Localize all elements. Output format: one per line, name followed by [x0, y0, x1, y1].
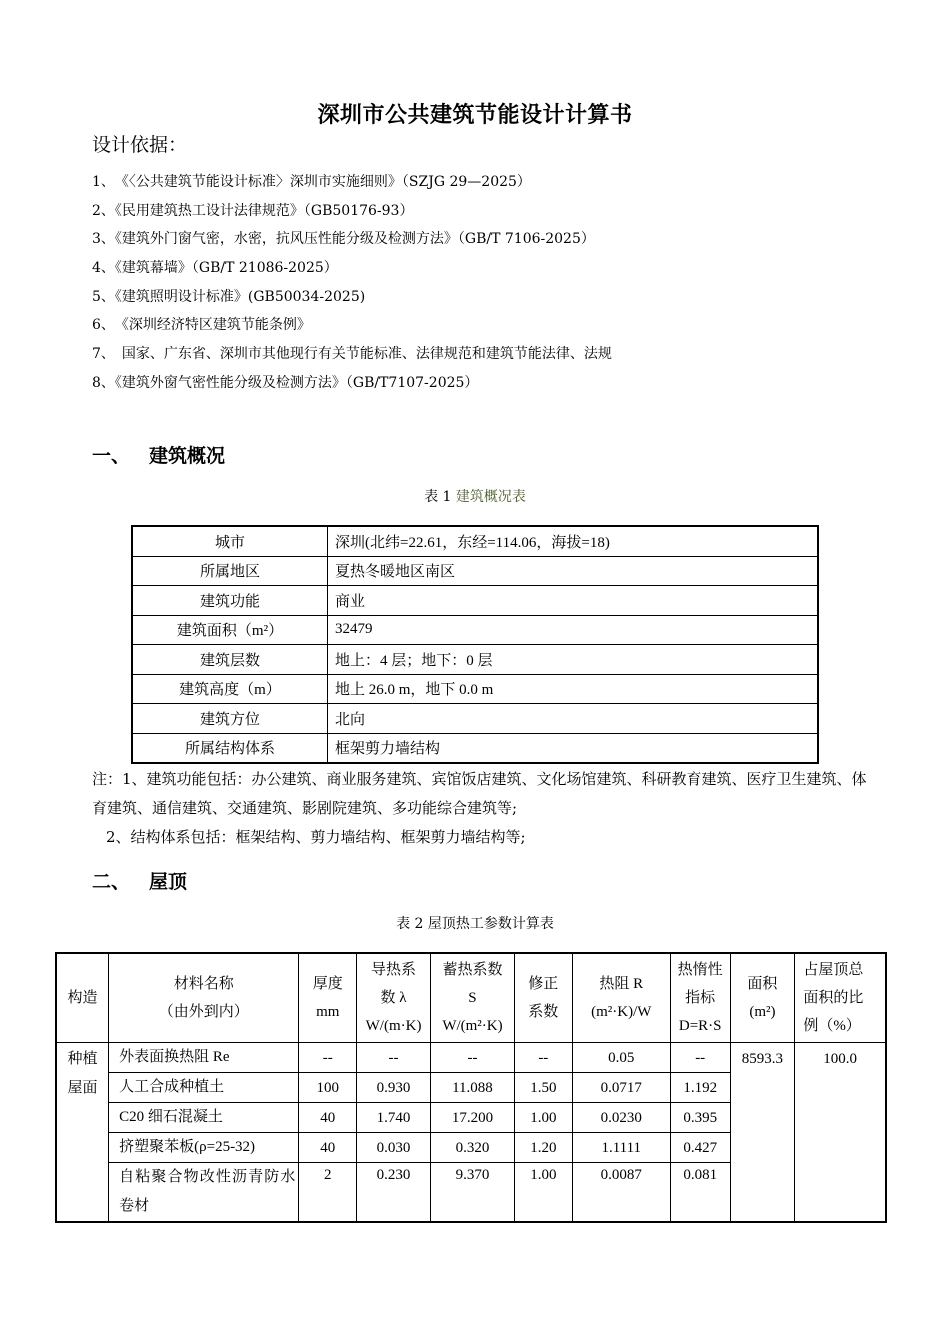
conductivity-cell: 0.030	[357, 1133, 431, 1163]
table-row	[132, 733, 818, 763]
area-cell: 8593.3	[730, 1043, 795, 1223]
header-resistance: 热阻 R (m²·K)/W	[572, 953, 670, 1043]
table-row	[132, 526, 818, 556]
row-label: 建筑功能	[132, 586, 328, 616]
reference-item: 4、《建筑幕墙》（GB/T 21086-2025）	[92, 260, 338, 277]
material-name: 外表面换热阻 Re	[109, 1043, 299, 1073]
note-structure-system: 2、结构体系包括：框架结构、剪力墙结构、框架剪力墙结构等;	[106, 828, 526, 846]
thickness-cell: 40	[299, 1103, 357, 1133]
resistance-cell: 0.05	[572, 1043, 670, 1073]
thickness-cell: --	[299, 1043, 357, 1073]
inertia-cell: 1.192	[670, 1073, 730, 1103]
section-title: 屋顶	[149, 871, 188, 893]
section-title: 建筑概况	[149, 445, 226, 467]
table-row	[132, 674, 818, 704]
row-label: 建筑层数	[132, 645, 328, 675]
row-value: 深圳(北纬=22.61，东经=114.06，海拔=18)	[328, 526, 819, 556]
header-conductivity: 导热系 数 λ W/(m·K)	[357, 953, 431, 1043]
section-heading-overview	[92, 441, 225, 468]
heat-storage-cell: 0.320	[430, 1133, 514, 1163]
row-label: 建筑高度（m）	[132, 674, 328, 704]
section-number: 二、	[92, 871, 131, 893]
resistance-cell: 0.0087	[572, 1163, 670, 1223]
row-label: 所属地区	[132, 556, 328, 586]
row-value: 32479	[328, 615, 819, 645]
header-inertia: 热惰性 指标 D=R·S	[670, 953, 730, 1043]
table-row	[132, 645, 818, 675]
header-material: 材料名称 （由外到内）	[109, 953, 299, 1043]
resistance-cell: 0.0717	[572, 1073, 670, 1103]
material-name: 挤塑聚苯板(ρ=25-32)	[109, 1133, 299, 1163]
conductivity-cell: --	[357, 1043, 431, 1073]
table-1-caption	[0, 486, 950, 506]
inertia-cell: 0.395	[670, 1103, 730, 1133]
caption-prefix: 表 1	[424, 489, 452, 505]
table-row	[56, 1043, 886, 1073]
correction-cell: 1.20	[514, 1133, 572, 1163]
reference-list	[92, 170, 912, 400]
inertia-cell: 0.427	[670, 1133, 730, 1163]
reference-item: 1、 《〈公共建筑节能设计标准〉深圳市实施细则》（SZJG 29—2025）	[92, 174, 531, 190]
reference-item: 2、《民用建筑热工设计法律规范》（GB50176-93）	[92, 202, 414, 219]
reference-item: 6、 《深圳经济特区建筑节能条例》	[92, 317, 311, 334]
header-construct: 构造	[56, 953, 109, 1043]
row-label: 建筑面积（m²）	[132, 615, 328, 645]
resistance-cell: 0.0230	[572, 1103, 670, 1133]
row-value: 北向	[328, 704, 819, 734]
thickness-cell: 40	[299, 1133, 357, 1163]
conductivity-cell: 0.930	[357, 1073, 431, 1103]
inertia-cell: --	[670, 1043, 730, 1073]
reference-item: 8、《建筑外窗气密性能分级及检测方法》（GB/T7107-2025）	[92, 374, 479, 391]
heat-storage-cell: --	[430, 1043, 514, 1073]
heat-storage-cell: 11.088	[430, 1073, 514, 1103]
note-building-function: 注：1、建筑功能包括：办公建筑、商业服务建筑、宾馆饭店建筑、文化场馆建筑、科研教育建筑、医疗卫生建筑、体育建筑、通信建筑、交通建筑、影剧院建筑、多功能综合建筑等;	[92, 770, 867, 817]
table-2-caption: 表 2 屋顶热工参数计算表	[396, 916, 554, 932]
inertia-cell: 0.081	[670, 1163, 730, 1223]
table-row	[132, 704, 818, 734]
design-basis-heading: 设计依据：	[92, 134, 188, 156]
heat-storage-cell: 17.200	[430, 1103, 514, 1133]
row-value: 夏热冬暖地区南区	[328, 556, 819, 586]
correction-cell: 1.50	[514, 1073, 572, 1103]
material-name: 人工合成种植土	[109, 1073, 299, 1103]
header-row	[56, 953, 886, 1043]
row-value: 地上 26.0 m，地下 0.0 m	[328, 674, 819, 704]
roof-thermal-table	[55, 952, 887, 1223]
row-value: 商业	[328, 586, 819, 616]
row-value: 地上：4 层；地下：0 层	[328, 645, 819, 675]
table-row	[132, 556, 818, 586]
row-label: 城市	[132, 526, 328, 556]
row-value: 框架剪力墙结构	[328, 733, 819, 763]
table-row	[132, 586, 818, 616]
caption-text: 建筑概况表	[455, 489, 526, 505]
header-heat-storage: 蓄热系数 S W/(m²·K)	[430, 953, 514, 1043]
conductivity-cell: 1.740	[357, 1103, 431, 1133]
thickness-cell: 100	[299, 1073, 357, 1103]
material-name: C20 细石混凝土	[109, 1103, 299, 1133]
header-correction: 修正 系数	[514, 953, 572, 1043]
table-row	[132, 615, 818, 645]
section-heading-roof	[92, 867, 187, 894]
row-label: 建筑方位	[132, 704, 328, 734]
heat-storage-cell: 9.370	[430, 1163, 514, 1223]
material-name: 自粘聚合物改性沥青防水卷材	[109, 1163, 299, 1223]
header-area: 面积 (m²)	[730, 953, 795, 1043]
reference-item: 7、 国家、广东省、深圳市其他现行有关节能标准、法律规范和建筑节能法律、法规	[92, 346, 612, 363]
resistance-cell: 1.1111	[572, 1133, 670, 1163]
header-thickness: 厚度 mm	[299, 953, 357, 1043]
ratio-cell: 100.0	[795, 1043, 886, 1223]
reference-item: 5、《建筑照明设计标准》(GB50034-2025)	[92, 288, 366, 305]
thickness-cell: 2	[299, 1163, 357, 1223]
building-overview-table	[131, 525, 819, 764]
correction-cell: 1.00	[514, 1103, 572, 1133]
correction-cell: 1.00	[514, 1163, 572, 1223]
document-title: 深圳市公共建筑节能设计计算书	[317, 103, 633, 128]
header-ratio: 占屋顶总 面积的比 例（%）	[795, 953, 886, 1043]
correction-cell: --	[514, 1043, 572, 1073]
construct-cell: 种植 屋面	[56, 1043, 109, 1223]
reference-item: 3、《建筑外门窗气密，水密，抗风压性能分级及检测方法》（GB/T 7106-2025）	[92, 231, 595, 248]
section-number: 一、	[92, 445, 131, 467]
conductivity-cell: 0.230	[357, 1163, 431, 1223]
row-label: 所属结构体系	[132, 733, 328, 763]
